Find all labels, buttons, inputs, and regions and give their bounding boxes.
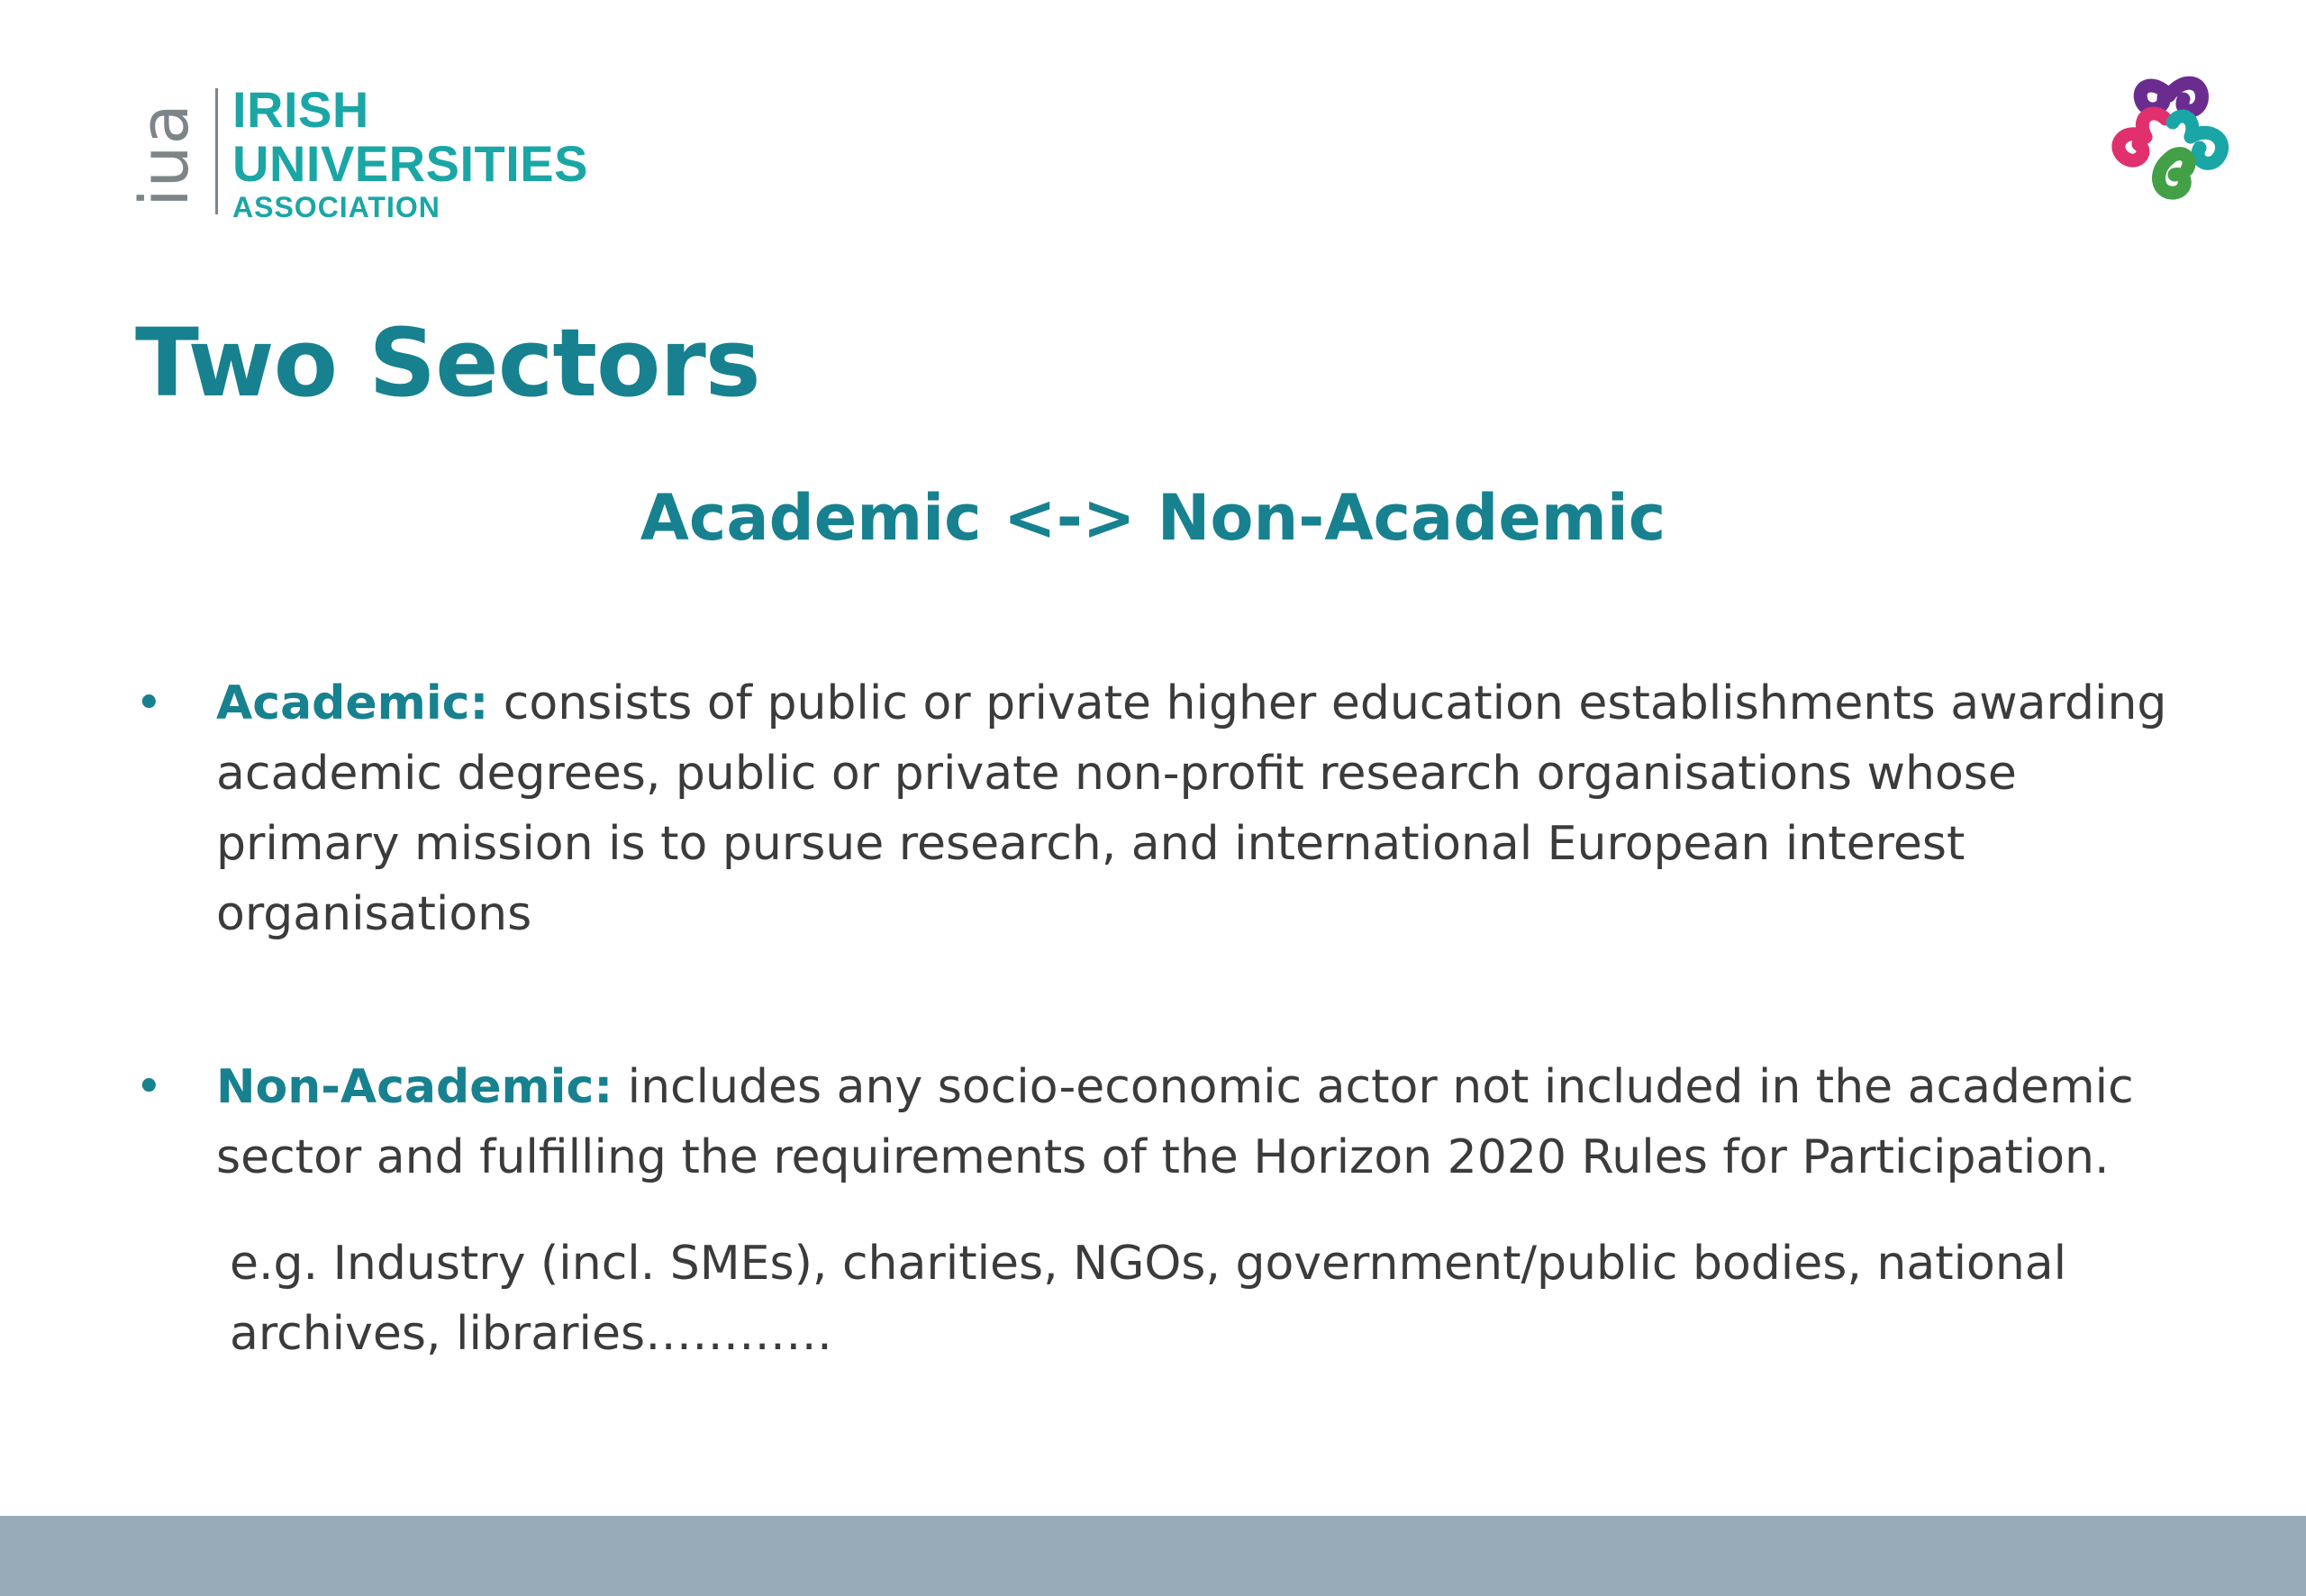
- bullet-text: includes any socio-economic actor not included in the academic sector and fulfilling the requirements of the Horizon 2020 Rules for Participation.: [216, 1060, 2134, 1184]
- bullet-text: consists of public or private higher education establishments awarding academic degrees, public or private non-profit research organisations whose primary mission is to pursue research, and international European interest organisations: [216, 676, 2167, 941]
- bullet-dot-icon: •: [135, 676, 163, 730]
- bullet-dot-icon: •: [135, 1060, 163, 1114]
- bullet-non-academic: [135, 1052, 2180, 1192]
- iua-logo: [126, 81, 611, 227]
- footer-bar: [0, 1516, 2306, 1596]
- logo-divider: [215, 88, 218, 214]
- bullet-term: Academic:: [216, 676, 489, 730]
- iua-wordmark-line-2: UNIVERSITIES: [232, 135, 588, 192]
- iua-wordmark-line-3: ASSOCIATION: [232, 191, 440, 223]
- slide-subtitle: Academic <-> Non-Academic: [640, 481, 1666, 555]
- iua-monogram-text: iua: [126, 103, 204, 207]
- bullet-term: Non-Academic:: [216, 1060, 613, 1114]
- example-text: e.g. Industry (incl. SMEs), charities, NGOs, government/public bodies, national archives, libraries…………: [230, 1237, 2067, 1361]
- iua-wordmark: [232, 83, 588, 223]
- slide-title: Two Sectors: [135, 308, 760, 418]
- iua-monogram: [126, 83, 204, 227]
- iua-wordmark-line-1: IRISH: [232, 81, 369, 138]
- triskele-swirl-icon: [2090, 59, 2248, 214]
- bullet-academic: [135, 668, 2180, 949]
